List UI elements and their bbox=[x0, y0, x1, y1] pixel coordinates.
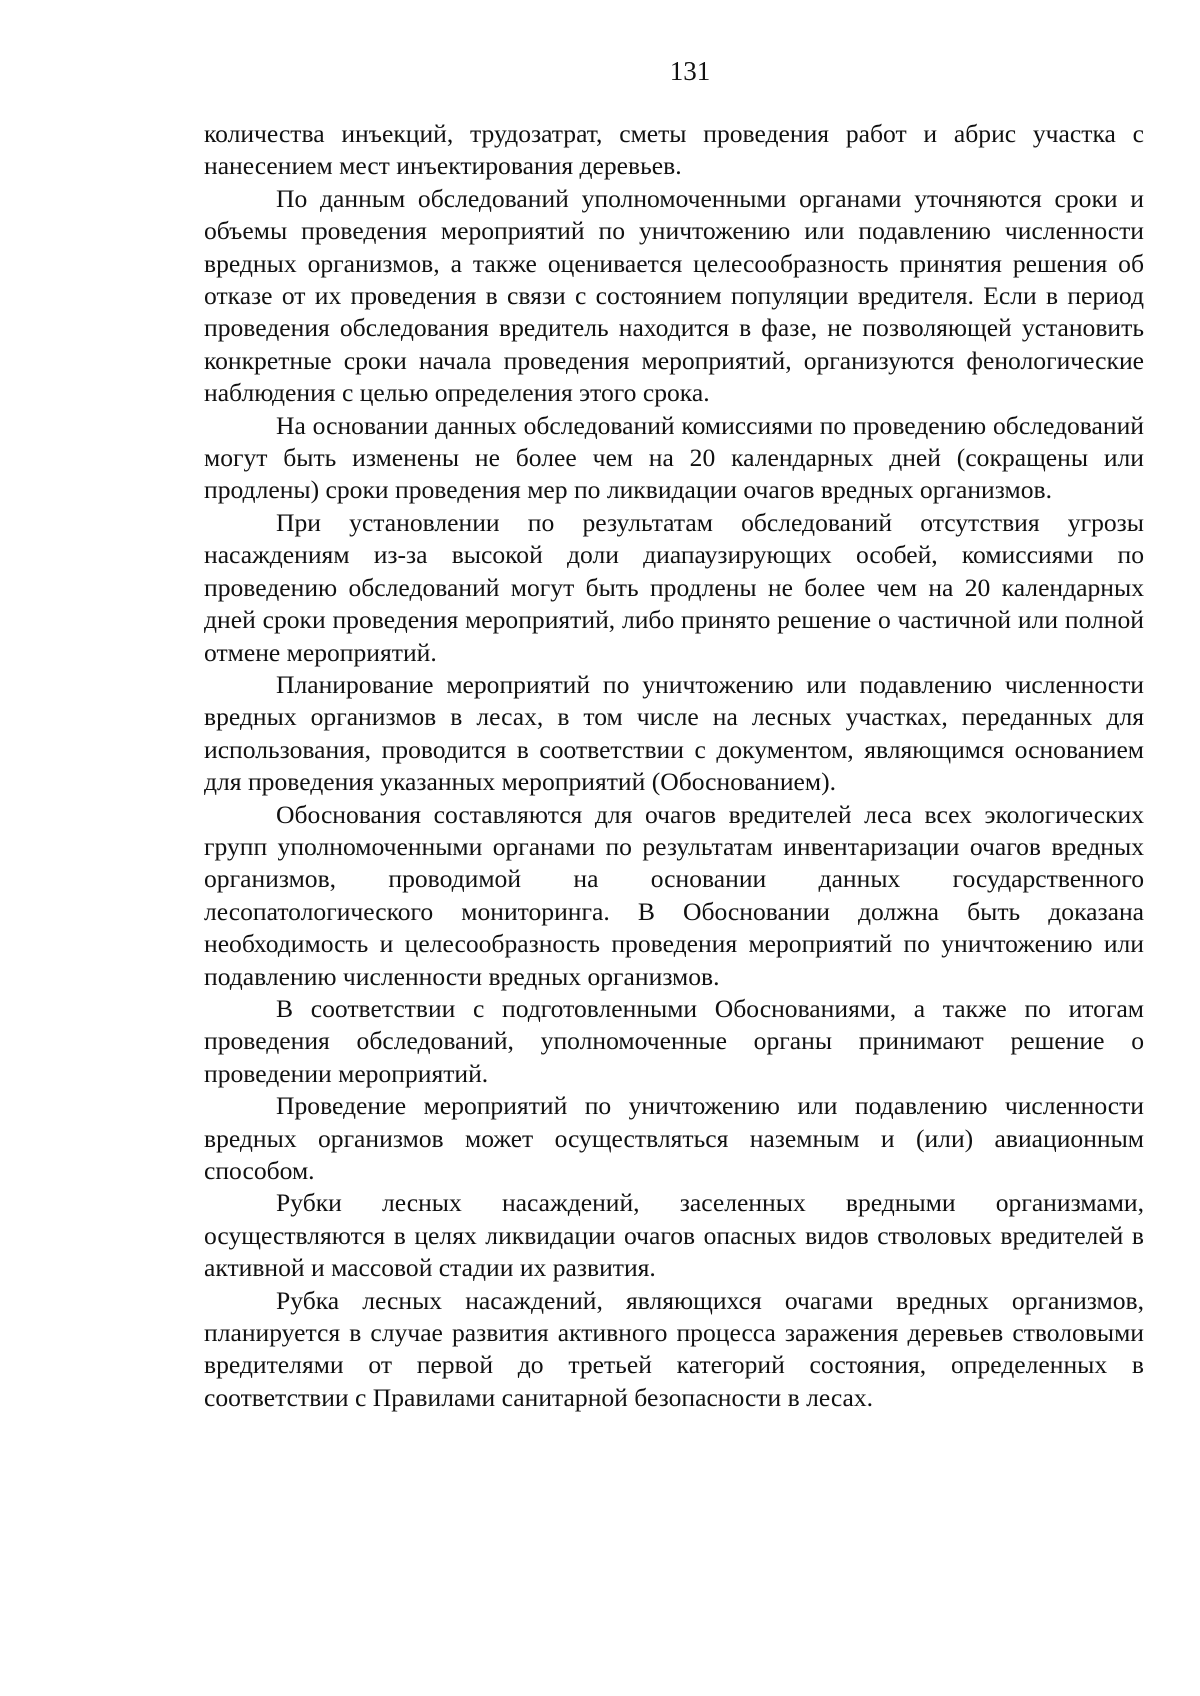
page-number: 131 bbox=[669, 56, 711, 86]
paragraph-justifications: Обоснования составляются для очагов вредителей леса всех экологических групп уполномоченными органами по результатам инвентаризации очагов вредных организмов, проводимой на основании данных государственного лесопатологического мониторинга. В Обосновании должна быть доказана необходимость и целесообразность проведения мероприятий по уничтожению или подавлению численности вредных организмов. bbox=[204, 799, 1144, 991]
paragraph-cuttings: Рубки лесных насаждений, заселенных вредными организмами, осуществляются в целях ликвидации очагов опасных видов стволовых вредителей в активной и массовой стадии их развития. bbox=[204, 1188, 1144, 1283]
paragraph-commission-deadline-change: На основании данных обследований комиссиями по проведению обследований могут быть изменены не более чем на 20 календарных дней (сокращены или продлены) сроки проведения мер по ликвидации очагов вредных организмов. bbox=[204, 410, 1144, 505]
paragraph-continuation: количества инъекций, трудозатрат, сметы проведения работ и абрис участка с нанесением мест инъектирования деревьев. bbox=[204, 119, 1144, 181]
paragraph-diapause-extension: При установлении по результатам обследований отсутствия угрозы насаждениям из-за высокой доли диапаузирующих особей, комиссиями по проведению обследований могут быть продлены не более чем на 20 календарных дней сроки проведения мероприятий, либо принято решение о частичной или полной отмене мероприятий. bbox=[204, 507, 1144, 667]
paragraph-planning: Планирование мероприятий по уничтожению или подавлению численности вредных организмов в лесах, в том числе на лесных участках, переданных для использования, проводится в соответствии с документом, являющимся основанием для проведения указанных мероприятий (Обоснованием). bbox=[204, 669, 1144, 797]
paragraph-methods: Проведение мероприятий по уничтожению или подавлению численности вредных организмов может осуществляться наземным и (или) авиационным способом. bbox=[204, 1091, 1144, 1185]
paragraph-surveys-timing: По данным обследований уполномоченными органами уточняются сроки и объемы проведения мероприятий по уничтожению или подавлению численности вредных организмов, а также оценивается целесообразность принятия решения об отказе от их проведения в связи с состоянием популяции вредителя. Если в период проведения обследования вредитель находится в фазе, не позволяющей установить конкретные сроки начала проведения мероприятий, организуются фенологические наблюдения с целью определения этого срока. bbox=[204, 183, 1144, 408]
paragraph-cutting-planning: Рубка лесных насаждений, являющихся очагами вредных организмов, планируется в случае развития активного процесса заражения деревьев стволовыми вредителями от первой до третьей категорий состояния, определенных в соответствии с Правилами санитарной безопасности в лесах. bbox=[204, 1285, 1144, 1412]
document-body bbox=[204, 118, 1144, 1414]
paragraph-decision: В соответствии с подготовленными Обоснованиями, а также по итогам проведения обследований, уполномоченные органы принимают решение о проведении мероприятий. bbox=[204, 993, 1144, 1088]
